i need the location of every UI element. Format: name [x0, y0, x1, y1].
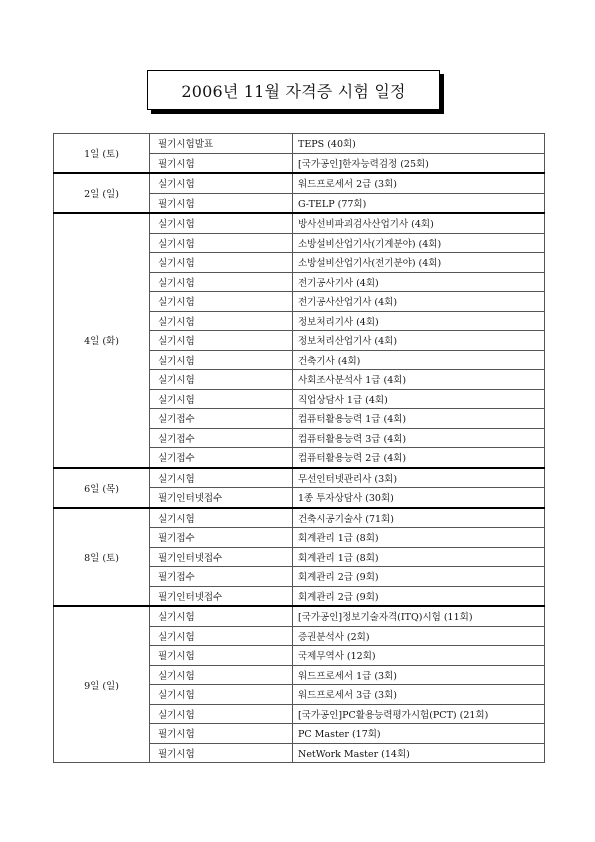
exam-name-cell: 정보처리산업기사 (4회): [293, 331, 545, 351]
exam-type-cell: 실기접수: [150, 409, 293, 429]
table-row: [54, 173, 545, 193]
exam-name-cell: 사회조사분석사 1급 (4회): [293, 370, 545, 390]
exam-name-cell: 전기공사기사 (4회): [293, 272, 545, 292]
exam-type-cell: 필기시험발표: [150, 134, 293, 154]
exam-name-cell: [국가공인]한자능력검정 (25회): [293, 153, 545, 173]
exam-name-cell: [국가공인]정보기술자격(ITQ)시험 (11회): [293, 606, 545, 626]
exam-name-cell: 국제무역사 (12회): [293, 646, 545, 666]
date-cell: 2일 (일): [54, 173, 150, 213]
date-cell: 1일 (토): [54, 134, 150, 174]
exam-name-cell: 워드프로세서 2급 (3회): [293, 173, 545, 193]
exam-name-cell: [국가공인]PC활용능력평가시험(PCT) (21회): [293, 704, 545, 724]
exam-name-cell: 회계관리 1급 (8회): [293, 528, 545, 548]
exam-name-cell: 컴퓨터활용능력 1급 (4회): [293, 409, 545, 429]
date-cell: 9일 (일): [54, 606, 150, 763]
exam-name-cell: 컴퓨터활용능력 3급 (4회): [293, 428, 545, 448]
exam-name-cell: 증권분석사 (2회): [293, 626, 545, 646]
date-cell: 6일 (목): [54, 468, 150, 508]
exam-name-cell: 회계관리 2급 (9회): [293, 586, 545, 606]
table-row: [54, 468, 545, 488]
schedule-table: [53, 133, 545, 763]
exam-type-cell: 필기시험: [150, 646, 293, 666]
exam-type-cell: 필기시험: [150, 153, 293, 173]
exam-type-cell: 실기시험: [150, 233, 293, 253]
title-box: [147, 70, 440, 110]
exam-type-cell: 실기시험: [150, 626, 293, 646]
exam-name-cell: 워드프로세서 3급 (3회): [293, 685, 545, 705]
exam-name-cell: 건축시공기술사 (71회): [293, 508, 545, 528]
date-cell: 8일 (토): [54, 508, 150, 607]
table-row: [54, 134, 545, 154]
date-cell: 4일 (화): [54, 213, 150, 468]
table-row: [54, 213, 545, 233]
exam-type-cell: 실기시험: [150, 272, 293, 292]
exam-type-cell: 실기시험: [150, 389, 293, 409]
exam-type-cell: 실기시험: [150, 685, 293, 705]
exam-type-cell: 실기시험: [150, 173, 293, 193]
exam-name-cell: G-TELP (77회): [293, 193, 545, 213]
exam-name-cell: 정보처리기사 (4회): [293, 311, 545, 331]
exam-type-cell: 필기시험: [150, 743, 293, 763]
exam-type-cell: 실기시험: [150, 665, 293, 685]
exam-type-cell: 필기인터넷접수: [150, 547, 293, 567]
exam-name-cell: 무선인터넷관리사 (3회): [293, 468, 545, 488]
exam-type-cell: 필기인터넷접수: [150, 586, 293, 606]
exam-type-cell: 실기시험: [150, 350, 293, 370]
exam-type-cell: 실기시험: [150, 606, 293, 626]
exam-name-cell: NetWork Master (14회): [293, 743, 545, 763]
exam-type-cell: 실기시험: [150, 311, 293, 331]
exam-name-cell: 워드프로세서 1급 (3회): [293, 665, 545, 685]
exam-name-cell: PC Master (17회): [293, 724, 545, 744]
exam-name-cell: 전기공사산업기사 (4회): [293, 292, 545, 312]
exam-type-cell: 실기시험: [150, 468, 293, 488]
exam-name-cell: 소방설비산업기사(전기분야) (4회): [293, 253, 545, 273]
page-title: 2006년 11월 자격증 시험 일정: [181, 81, 406, 101]
exam-name-cell: TEPS (40회): [293, 134, 545, 154]
table-row: [54, 508, 545, 528]
exam-type-cell: 실기시험: [150, 253, 293, 273]
exam-name-cell: 1종 투자상담사 (30회): [293, 488, 545, 508]
exam-type-cell: 실기접수: [150, 448, 293, 468]
exam-name-cell: 회계관리 2급 (9회): [293, 567, 545, 587]
exam-type-cell: 실기접수: [150, 428, 293, 448]
exam-name-cell: 컴퓨터활용능력 2급 (4회): [293, 448, 545, 468]
exam-name-cell: 건축기사 (4회): [293, 350, 545, 370]
exam-type-cell: 실기시험: [150, 292, 293, 312]
exam-type-cell: 실기시험: [150, 508, 293, 528]
table-row: [54, 606, 545, 626]
exam-type-cell: 실기시험: [150, 370, 293, 390]
exam-name-cell: 방사선비파괴검사산업기사 (4회): [293, 213, 545, 233]
exam-type-cell: 실기시험: [150, 704, 293, 724]
exam-name-cell: 직업상담사 1급 (4회): [293, 389, 545, 409]
exam-type-cell: 실기시험: [150, 331, 293, 351]
exam-type-cell: 필기인터넷접수: [150, 488, 293, 508]
exam-name-cell: 소방설비산업기사(기계분야) (4회): [293, 233, 545, 253]
exam-type-cell: 실기시험: [150, 213, 293, 233]
exam-name-cell: 회계관리 1급 (8회): [293, 547, 545, 567]
exam-type-cell: 필기시험: [150, 193, 293, 213]
title-block: [147, 70, 440, 110]
exam-type-cell: 필기시험: [150, 724, 293, 744]
exam-type-cell: 필기접수: [150, 567, 293, 587]
schedule-table-body: [54, 134, 545, 763]
exam-type-cell: 필기접수: [150, 528, 293, 548]
